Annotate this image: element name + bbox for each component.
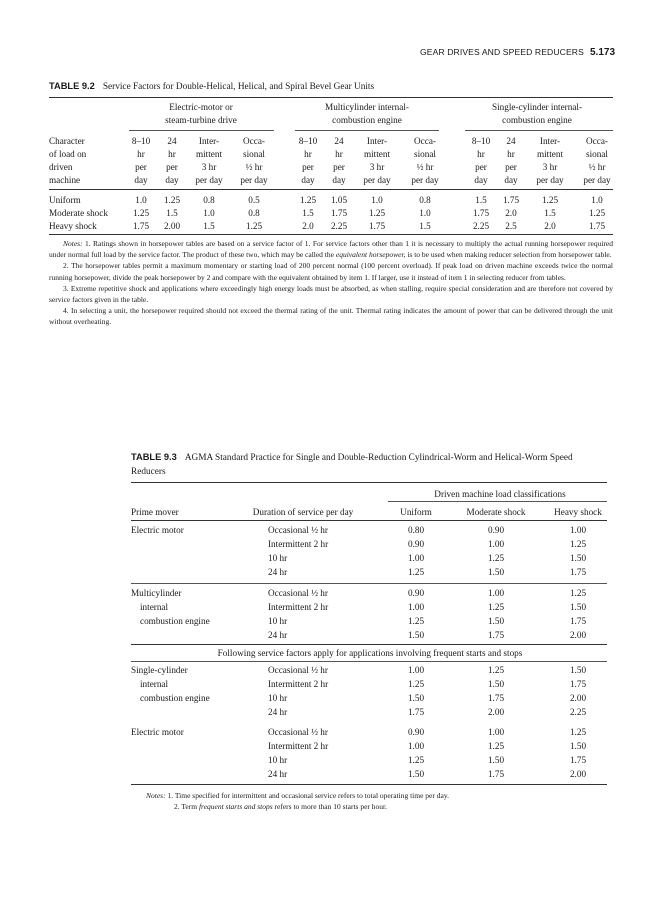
column-subheader: per day xyxy=(536,175,564,185)
table-cell-value: 1.25 xyxy=(132,208,150,218)
duration: Occasional ½ hr xyxy=(268,588,328,598)
factor-heavy-shock: 1.50 xyxy=(569,602,587,612)
row-label: Uniform xyxy=(49,195,81,205)
factor-heavy-shock: 1.75 xyxy=(569,755,587,765)
factor-moderate-shock: 1.50 xyxy=(487,616,505,626)
table-cell-value: 2.0 xyxy=(544,221,556,231)
table-9-3-header-rule xyxy=(131,520,607,521)
note-2-part-a: 2. Term xyxy=(174,802,198,812)
table-cell-value: 1.25 xyxy=(299,195,317,205)
factor-heavy-shock: 2.00 xyxy=(569,693,587,703)
note-1-emphasis: equivalent horsepower, xyxy=(335,250,406,260)
column-subheader: 3 hr xyxy=(201,162,217,172)
table-cell-value: 0.5 xyxy=(248,195,260,205)
table-cell-value: 1.75 xyxy=(502,195,520,205)
factor-heavy-shock: 1.75 xyxy=(569,567,587,577)
factor-heavy-shock: 2.25 xyxy=(569,707,587,717)
table-cell-value: 1.75 xyxy=(588,221,606,231)
group-header-line-1: Multicylinder internal- xyxy=(325,102,409,112)
table-cell-value: 2.00 xyxy=(163,221,181,231)
column-header-heavy-shock: Heavy shock xyxy=(554,507,602,517)
factor-heavy-shock: 2.00 xyxy=(569,630,587,640)
column-subheader: day xyxy=(504,175,518,185)
prime-mover: internal xyxy=(140,602,169,612)
factor-heavy-shock: 1.00 xyxy=(569,525,587,535)
table-cell-value: 2.5 xyxy=(505,221,517,231)
factor-moderate-shock: 1.50 xyxy=(487,567,505,577)
table-cell-value: 1.0 xyxy=(419,208,431,218)
factor-uniform: 1.50 xyxy=(407,769,425,779)
table-cell-value: 0.8 xyxy=(419,195,431,205)
column-subheader: 8–10 xyxy=(131,136,151,146)
table-cell-value: 1.0 xyxy=(203,208,215,218)
factor-heavy-shock: 1.25 xyxy=(569,727,587,737)
factor-uniform: 0.80 xyxy=(407,525,425,535)
duration: 10 hr xyxy=(268,616,288,626)
group-header-line-1: Single-cylinder internal- xyxy=(491,102,583,112)
column-subheader: Occa- xyxy=(243,136,265,146)
factor-heavy-shock: 1.75 xyxy=(569,616,587,626)
duration: 10 hr xyxy=(268,553,288,563)
note-1-part-b: is to be used when making reducer selection from horsepower table. xyxy=(407,250,612,260)
frequent-note-rule-bottom xyxy=(131,661,607,662)
factor-moderate-shock: 1.00 xyxy=(487,539,505,549)
table-9-3-label: TABLE 9.3 xyxy=(131,452,177,462)
column-subheader: hr xyxy=(507,149,515,159)
table-9-2-bottom-rule xyxy=(49,234,613,235)
prime-mover: combustion engine xyxy=(140,616,210,626)
table-cell-value: 1.75 xyxy=(132,221,150,231)
factor-uniform: 1.25 xyxy=(407,755,425,765)
group-header-rule xyxy=(465,130,613,131)
group-divider-rule xyxy=(131,583,607,584)
column-subheader: per xyxy=(166,162,178,172)
note-2-emphasis: frequent starts and stops xyxy=(198,802,273,812)
factor-uniform: 1.00 xyxy=(407,741,425,751)
table-cell-value: 1.0 xyxy=(371,195,383,205)
factor-uniform: 1.75 xyxy=(407,707,425,717)
factor-uniform: 1.25 xyxy=(407,616,425,626)
column-subheader: day xyxy=(301,175,315,185)
factor-moderate-shock: 1.25 xyxy=(487,665,505,675)
column-subheader: per xyxy=(302,162,314,172)
table-cell-value: 1.5 xyxy=(475,195,487,205)
column-subheader: hr xyxy=(335,149,343,159)
duration: Occasional ½ hr xyxy=(268,727,328,737)
table-9-2-label: TABLE 9.2 xyxy=(49,81,95,91)
table-9-2-caption xyxy=(49,79,374,94)
factor-heavy-shock: 2.00 xyxy=(569,769,587,779)
note-2: 2. The horsepower tables permit a maximum momentary or starting load of 200 percent normal (100 percent overload). If peak load on driven machine exceeds twice the normal running horsepower, divide the peak horsepower by 2 and compare with the equivalent obtained by item 1. If larger, use it instead of item 1 in selecting reducer from tables. xyxy=(49,261,613,282)
duration: 10 hr xyxy=(268,755,288,765)
factor-moderate-shock: 1.25 xyxy=(487,553,505,563)
table-9-2-title: Service Factors for Double-Helical, Helical, and Spiral Bevel Gear Units xyxy=(102,82,375,92)
table-9-2-header-rule xyxy=(49,189,613,190)
table-cell-value: 0.8 xyxy=(203,195,215,205)
duration: Occasional ½ hr xyxy=(268,665,328,675)
column-subheader: per day xyxy=(583,175,611,185)
factor-uniform: 1.00 xyxy=(407,553,425,563)
factor-heavy-shock: 1.25 xyxy=(569,539,587,549)
prime-mover: Electric motor xyxy=(131,525,184,535)
span-header: Driven machine load classifications xyxy=(434,489,566,499)
factor-moderate-shock: 1.50 xyxy=(487,755,505,765)
table-cell-value: 1.0 xyxy=(591,195,603,205)
prime-mover: combustion engine xyxy=(140,693,210,703)
group-header-line-2: steam-turbine drive xyxy=(165,115,237,125)
table-9-3-title: AGMA Standard Practice for Single and Double-Reduction Cylindrical-Worm and Helical-Worm Speed Reducers xyxy=(131,453,573,477)
column-subheader: 3 hr xyxy=(369,162,385,172)
column-header-prime-mover: Prime mover xyxy=(131,507,179,517)
table-9-3-caption xyxy=(131,450,601,479)
column-subheader: day xyxy=(134,175,148,185)
column-header-uniform: Uniform xyxy=(400,507,432,517)
note-2-part-b: refers to more than 10 starts per hour. xyxy=(274,802,387,812)
duration: 24 hr xyxy=(268,707,288,717)
column-header-character: of load on xyxy=(49,149,87,159)
note-1-part-a: 1. Ratings shown in horsepower tables are based on a service factor of 1. For service factors other than 1 it is necessary to multiply the actual running horsepower required under normal full load by the service factor. The product of these two, which may be called the xyxy=(49,239,614,260)
column-subheader: day xyxy=(332,175,346,185)
column-header-character: machine xyxy=(49,175,81,185)
table-cell-value: 1.0 xyxy=(135,195,147,205)
note-4: 4. In selecting a unit, the horsepower required should not exceed the thermal rating of the unit. Thermal rating indicates the amount of power that can be delivered through the unit without overheating. xyxy=(49,306,613,327)
table-cell-value: 1.25 xyxy=(163,195,181,205)
column-subheader: sional xyxy=(243,149,265,159)
column-subheader: day xyxy=(165,175,179,185)
table-cell-value: 1.5 xyxy=(544,208,556,218)
factor-moderate-shock: 1.50 xyxy=(487,679,505,689)
duration: Intermittent 2 hr xyxy=(268,679,329,689)
notes-prefix: Notes: xyxy=(146,791,166,800)
factor-uniform: 1.50 xyxy=(407,693,425,703)
factor-uniform: 1.50 xyxy=(407,630,425,640)
frequent-note-rule-top xyxy=(131,644,607,645)
running-header-title: GEAR DRIVES AND SPEED REDUCERS xyxy=(420,47,584,57)
column-subheader: ½ hr xyxy=(588,162,606,172)
factor-moderate-shock: 1.25 xyxy=(487,741,505,751)
table-cell-value: 1.5 xyxy=(203,221,215,231)
table-9-3-top-rule xyxy=(131,482,607,483)
prime-mover: internal xyxy=(140,679,169,689)
column-header-character: driven xyxy=(49,162,73,172)
duration: Intermittent 2 hr xyxy=(268,741,329,751)
column-subheader: 24 xyxy=(167,136,177,146)
factor-uniform: 0.90 xyxy=(407,539,425,549)
column-header-character: Character xyxy=(49,136,85,146)
duration: Intermittent 2 hr xyxy=(268,539,329,549)
factor-moderate-shock: 1.00 xyxy=(487,727,505,737)
column-subheader: mittent xyxy=(363,149,391,159)
factor-uniform: 0.90 xyxy=(407,727,425,737)
factor-heavy-shock: 1.50 xyxy=(569,665,587,675)
group-header-rule xyxy=(129,130,274,131)
column-subheader: per xyxy=(505,162,517,172)
table-cell-value: 1.25 xyxy=(245,221,263,231)
duration: Occasional ½ hr xyxy=(268,525,328,535)
column-subheader: ½ hr xyxy=(416,162,434,172)
column-subheader: Inter- xyxy=(366,136,388,146)
table-cell-value: 1.05 xyxy=(330,195,348,205)
column-subheader: Occa- xyxy=(414,136,436,146)
factor-moderate-shock: 1.75 xyxy=(487,693,505,703)
column-subheader: per day xyxy=(240,175,268,185)
duration: Intermittent 2 hr xyxy=(268,602,329,612)
duration: 10 hr xyxy=(268,693,288,703)
prime-mover: Multicylinder xyxy=(131,588,182,598)
column-header-moderate-shock: Moderate shock xyxy=(466,507,526,517)
factor-uniform: 1.25 xyxy=(407,567,425,577)
row-label: Moderate shock xyxy=(49,208,108,218)
factor-moderate-shock: 1.00 xyxy=(487,588,505,598)
column-subheader: day xyxy=(474,175,488,185)
column-subheader: mittent xyxy=(195,149,223,159)
factor-uniform: 1.00 xyxy=(407,602,425,612)
note-1: 1. Time specified for intermittent and occasional service refers to total operating time per day. xyxy=(167,791,449,800)
column-subheader: 8–10 xyxy=(298,136,318,146)
group-header-line-1: Electric-motor or xyxy=(169,102,233,112)
factor-moderate-shock: 1.25 xyxy=(487,602,505,612)
factor-heavy-shock: 1.75 xyxy=(569,679,587,689)
factor-uniform: 1.00 xyxy=(407,665,425,675)
factor-heavy-shock: 1.50 xyxy=(569,741,587,751)
table-cell-value: 1.25 xyxy=(368,208,386,218)
frequent-starts-note: Following service factors apply for applications involving frequent starts and stops xyxy=(217,648,523,658)
span-header-rule xyxy=(388,501,607,502)
table-cell-value: 2.25 xyxy=(472,221,490,231)
factor-heavy-shock: 1.50 xyxy=(569,553,587,563)
column-subheader: per day xyxy=(195,175,223,185)
table-cell-value: 1.75 xyxy=(330,208,348,218)
table-cell-value: 1.75 xyxy=(472,208,490,218)
duration: 24 hr xyxy=(268,630,288,640)
note-3: 3. Extreme repetitive shock and applications where exceedingly high energy loads must be absorbed, as when stalling, require special consideration and are therefore not covered by service factors given in the table. xyxy=(49,283,613,305)
factor-uniform: 0.90 xyxy=(407,588,425,598)
column-subheader: Inter- xyxy=(539,136,561,146)
column-subheader: hr xyxy=(304,149,312,159)
column-subheader: per day xyxy=(411,175,439,185)
table-cell-value: 1.5 xyxy=(166,208,178,218)
column-subheader: 24 xyxy=(506,136,516,146)
column-subheader: per xyxy=(475,162,487,172)
column-subheader: sional xyxy=(586,149,608,159)
duration: 24 hr xyxy=(268,769,288,779)
column-subheader: hr xyxy=(137,149,145,159)
column-subheader: per xyxy=(135,162,147,172)
column-subheader: ½ hr xyxy=(245,162,263,172)
table-cell-value: 2.0 xyxy=(302,221,314,231)
table-9-3-bottom-rule xyxy=(131,784,607,785)
page-number: 5.173 xyxy=(590,47,616,58)
column-subheader: Inter- xyxy=(198,136,220,146)
column-subheader: sional xyxy=(414,149,436,159)
column-subheader: hr xyxy=(168,149,176,159)
table-cell-value: 0.8 xyxy=(248,208,260,218)
column-subheader: per xyxy=(333,162,345,172)
prime-mover: Single-cylinder xyxy=(131,665,188,675)
table-cell-value: 1.5 xyxy=(419,221,431,231)
group-header-line-2: combustion engine xyxy=(332,115,402,125)
factor-moderate-shock: 0.90 xyxy=(487,525,505,535)
group-header-rule xyxy=(295,130,439,131)
row-label: Heavy shock xyxy=(49,221,97,231)
factor-moderate-shock: 1.75 xyxy=(487,630,505,640)
column-subheader: Occa- xyxy=(586,136,608,146)
table-cell-value: 1.5 xyxy=(302,208,314,218)
table-9-3-notes xyxy=(146,790,586,812)
table-9-2-top-rule xyxy=(49,97,613,98)
table-cell-value: 1.25 xyxy=(588,208,606,218)
prime-mover: Electric motor xyxy=(131,727,184,737)
factor-heavy-shock: 1.25 xyxy=(569,588,587,598)
column-subheader: 3 hr xyxy=(542,162,558,172)
factor-moderate-shock: 2.00 xyxy=(487,707,505,717)
table-cell-value: 2.25 xyxy=(330,221,348,231)
table-cell-value: 2.0 xyxy=(505,208,517,218)
group-header-line-2: combustion engine xyxy=(502,115,572,125)
duration: 24 hr xyxy=(268,567,288,577)
factor-moderate-shock: 1.75 xyxy=(487,769,505,779)
notes-prefix: Notes: xyxy=(63,239,83,248)
column-subheader: hr xyxy=(477,149,485,159)
table-9-2-notes xyxy=(49,238,613,328)
column-subheader: 24 xyxy=(334,136,344,146)
table-cell-value: 1.75 xyxy=(368,221,386,231)
table-cell-value: 1.25 xyxy=(541,195,559,205)
column-header-duration: Duration of service per day xyxy=(252,507,354,517)
column-subheader: per day xyxy=(363,175,391,185)
factor-uniform: 1.25 xyxy=(407,679,425,689)
column-subheader: 8–10 xyxy=(471,136,491,146)
column-subheader: mittent xyxy=(536,149,564,159)
